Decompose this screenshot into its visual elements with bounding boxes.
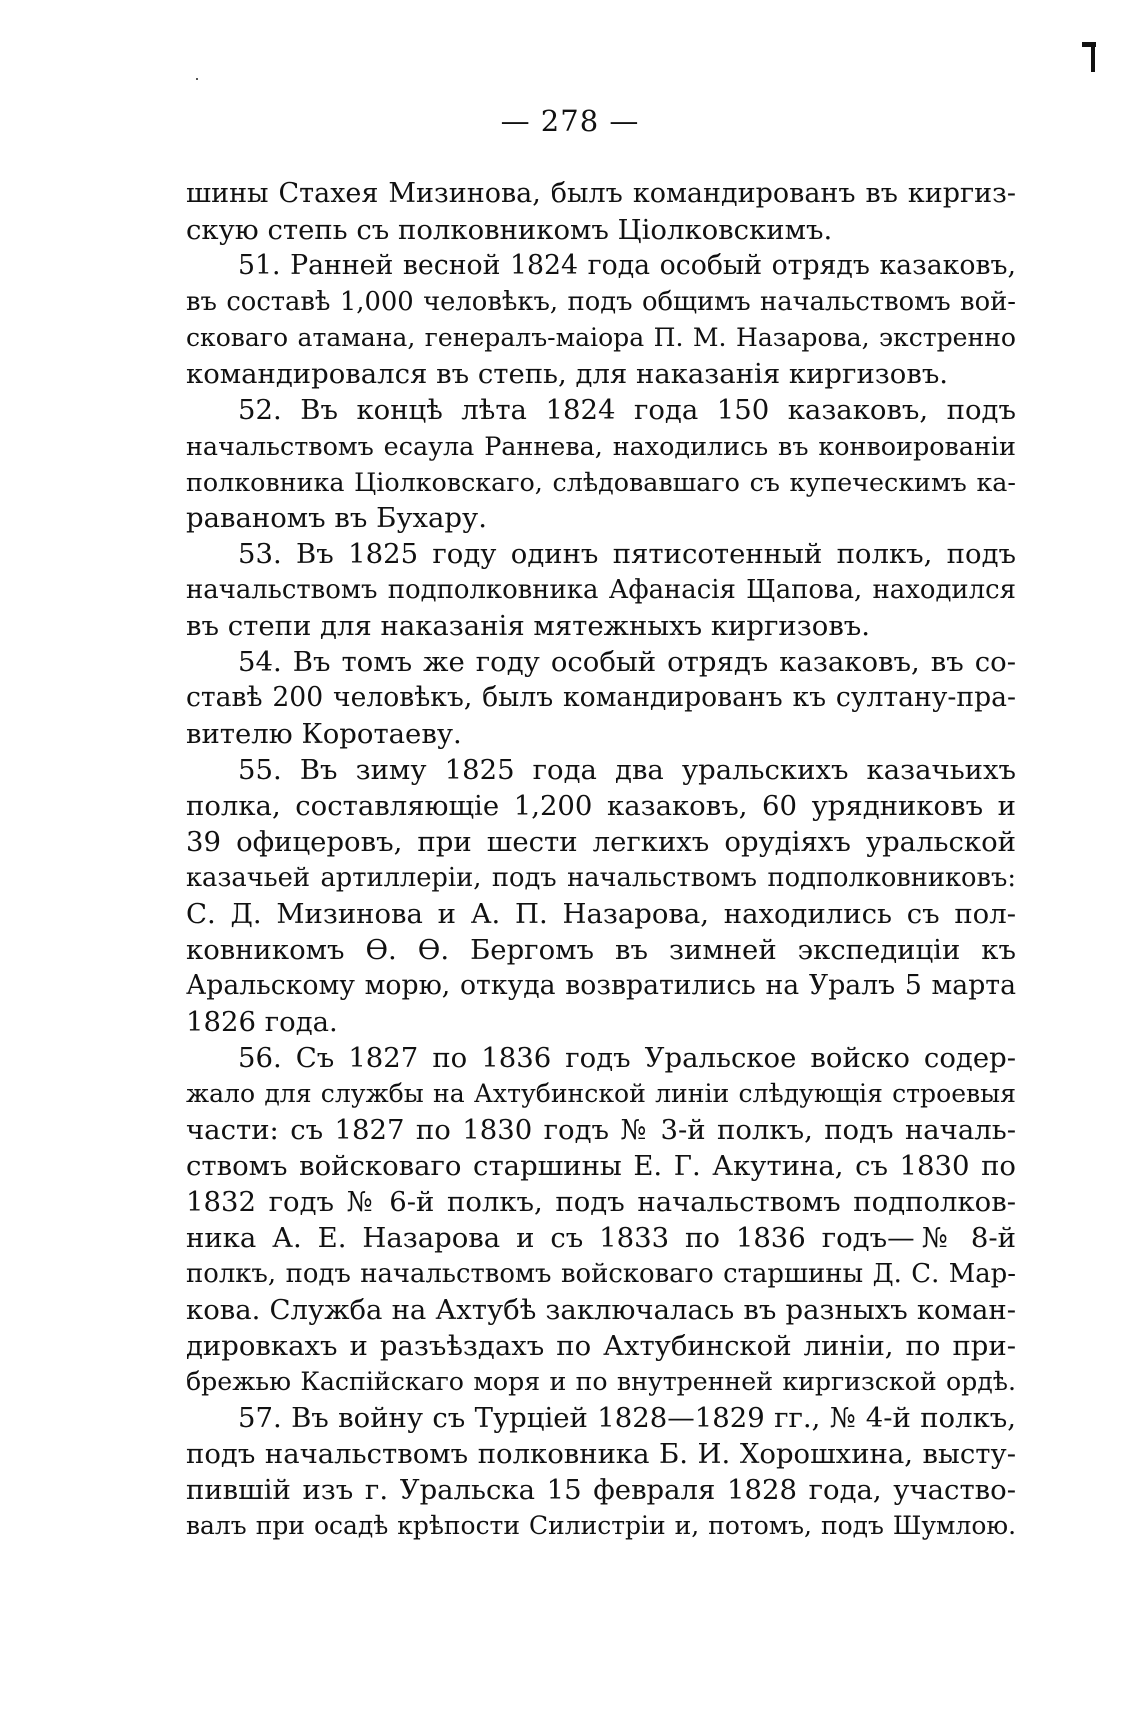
text-line: пившій изъ г. Уральска 15 февраля 1828 года, участво- [186, 1474, 1016, 1506]
text-line: начальствомъ подполковника Афанасія Щапова, находился [186, 575, 1016, 605]
text-line: командировался въ степь, для наказанія киргизовъ. [186, 358, 949, 390]
text-line: дировкахъ и разъѣздахъ по Ахтубинской линіи, по при- [186, 1330, 1016, 1362]
text-line: въ степи для наказанія мятежныхъ киргизовъ. [186, 610, 871, 642]
text-line: полковника Ціолковскаго, слѣдовавшаго съ купеческимъ ка- [186, 467, 1016, 497]
text-line: подъ начальствомъ полковника Б. И. Хорошхина, высту- [186, 1438, 1016, 1470]
text-line: кова. Служба на Ахтубѣ заключалась въ разныхъ коман- [186, 1294, 1016, 1326]
text-line: сковаго атамана, генералъ-маіора П. М. Назарова, экстренно [186, 323, 1016, 352]
text-line: С. Д. Мизинова и А. П. Назарова, находились съ пол- [186, 898, 1016, 930]
text-line: ствомъ войсковаго старшины Е. Г. Акутина, съ 1830 по [186, 1150, 1016, 1182]
text-line: ставѣ 200 человѣкъ, былъ командированъ къ султану-пра- [186, 682, 1016, 713]
text-line: раваномъ въ Бухару. [186, 502, 487, 534]
text-line: ника А. Е. Назарова и съ 1833 по 1836 годъ—№ 8-й [186, 1222, 1016, 1254]
text-line: брежью Каспійскаго моря и по внутренней киргизской ордѣ. [186, 1367, 1016, 1396]
text-line: 52. Въ концѣ лѣта 1824 года 150 казаковъ, подъ [238, 394, 1016, 426]
text-line: казачьей артиллеріи, подъ начальствомъ подполковниковъ: [186, 863, 1016, 893]
text-line: валъ при осадѣ крѣпости Силистріи и, потомъ, подъ Шумлою. [186, 1511, 1016, 1540]
text-line: 39 офицеровъ, при шести легкихъ орудіяхъ уральской [186, 826, 1016, 858]
text-line: части: съ 1827 по 1830 годъ № 3-й полкъ, подъ началь- [186, 1114, 1016, 1146]
text-line: начальствомъ есаула Раннева, находились въ конвоированіи [186, 431, 1016, 461]
text-line: 55. Въ зиму 1825 года два уральскихъ казачьихъ [238, 754, 1016, 786]
text-line: 1832 годъ № 6-й полкъ, подъ начальствомъ подполков- [186, 1186, 1016, 1218]
text-line: полка, составляющіе 1,200 казаковъ, 60 урядниковъ и [186, 790, 1016, 822]
scan-speck [196, 78, 198, 80]
text-line: 51. Ранней весной 1824 года особый отрядъ казаковъ, [238, 250, 1016, 281]
text-line: шины Стахея Мизинова, былъ командированъ въ киргиз- [186, 178, 1016, 209]
text-line: полкъ, подъ начальствомъ войсковаго старшины Д. С. Мар- [186, 1259, 1016, 1289]
text-line: въ составѣ 1,000 человѣкъ, подъ общимъ начальствомъ вой- [186, 287, 1016, 317]
corner-mark [1082, 42, 1096, 72]
text-line: вителю Коротаеву. [186, 718, 462, 750]
text-line: жало для службы на Ахтубинской линіи слѣдующія строевыя [186, 1079, 1016, 1108]
text-line: 53. Въ 1825 году одинъ пятисотенный полкъ, подъ [238, 538, 1016, 570]
text-line: 54. Въ томъ же году особый отрядъ казаковъ, въ со- [238, 646, 1016, 678]
page-number: — 278 — [500, 104, 640, 138]
text-line: 1826 года. [186, 1006, 338, 1038]
text-line: 57. Въ войну съ Турціей 1828—1829 гг., № 4-й полкъ, [238, 1402, 1016, 1434]
text-line: 56. Съ 1827 по 1836 годъ Уральское войско содер- [238, 1042, 1016, 1074]
text-line: ковникомъ Ѳ. Ѳ. Бергомъ въ зимней экспедиціи къ [186, 934, 1016, 966]
corner-mark-stem [1091, 42, 1095, 72]
body-text [186, 176, 1016, 1544]
text-line: скую степь съ полковникомъ Ціолковскимъ. [186, 214, 833, 246]
text-line: Аральскому морю, откуда возвратились на Уралъ 5 марта [186, 970, 1016, 1001]
